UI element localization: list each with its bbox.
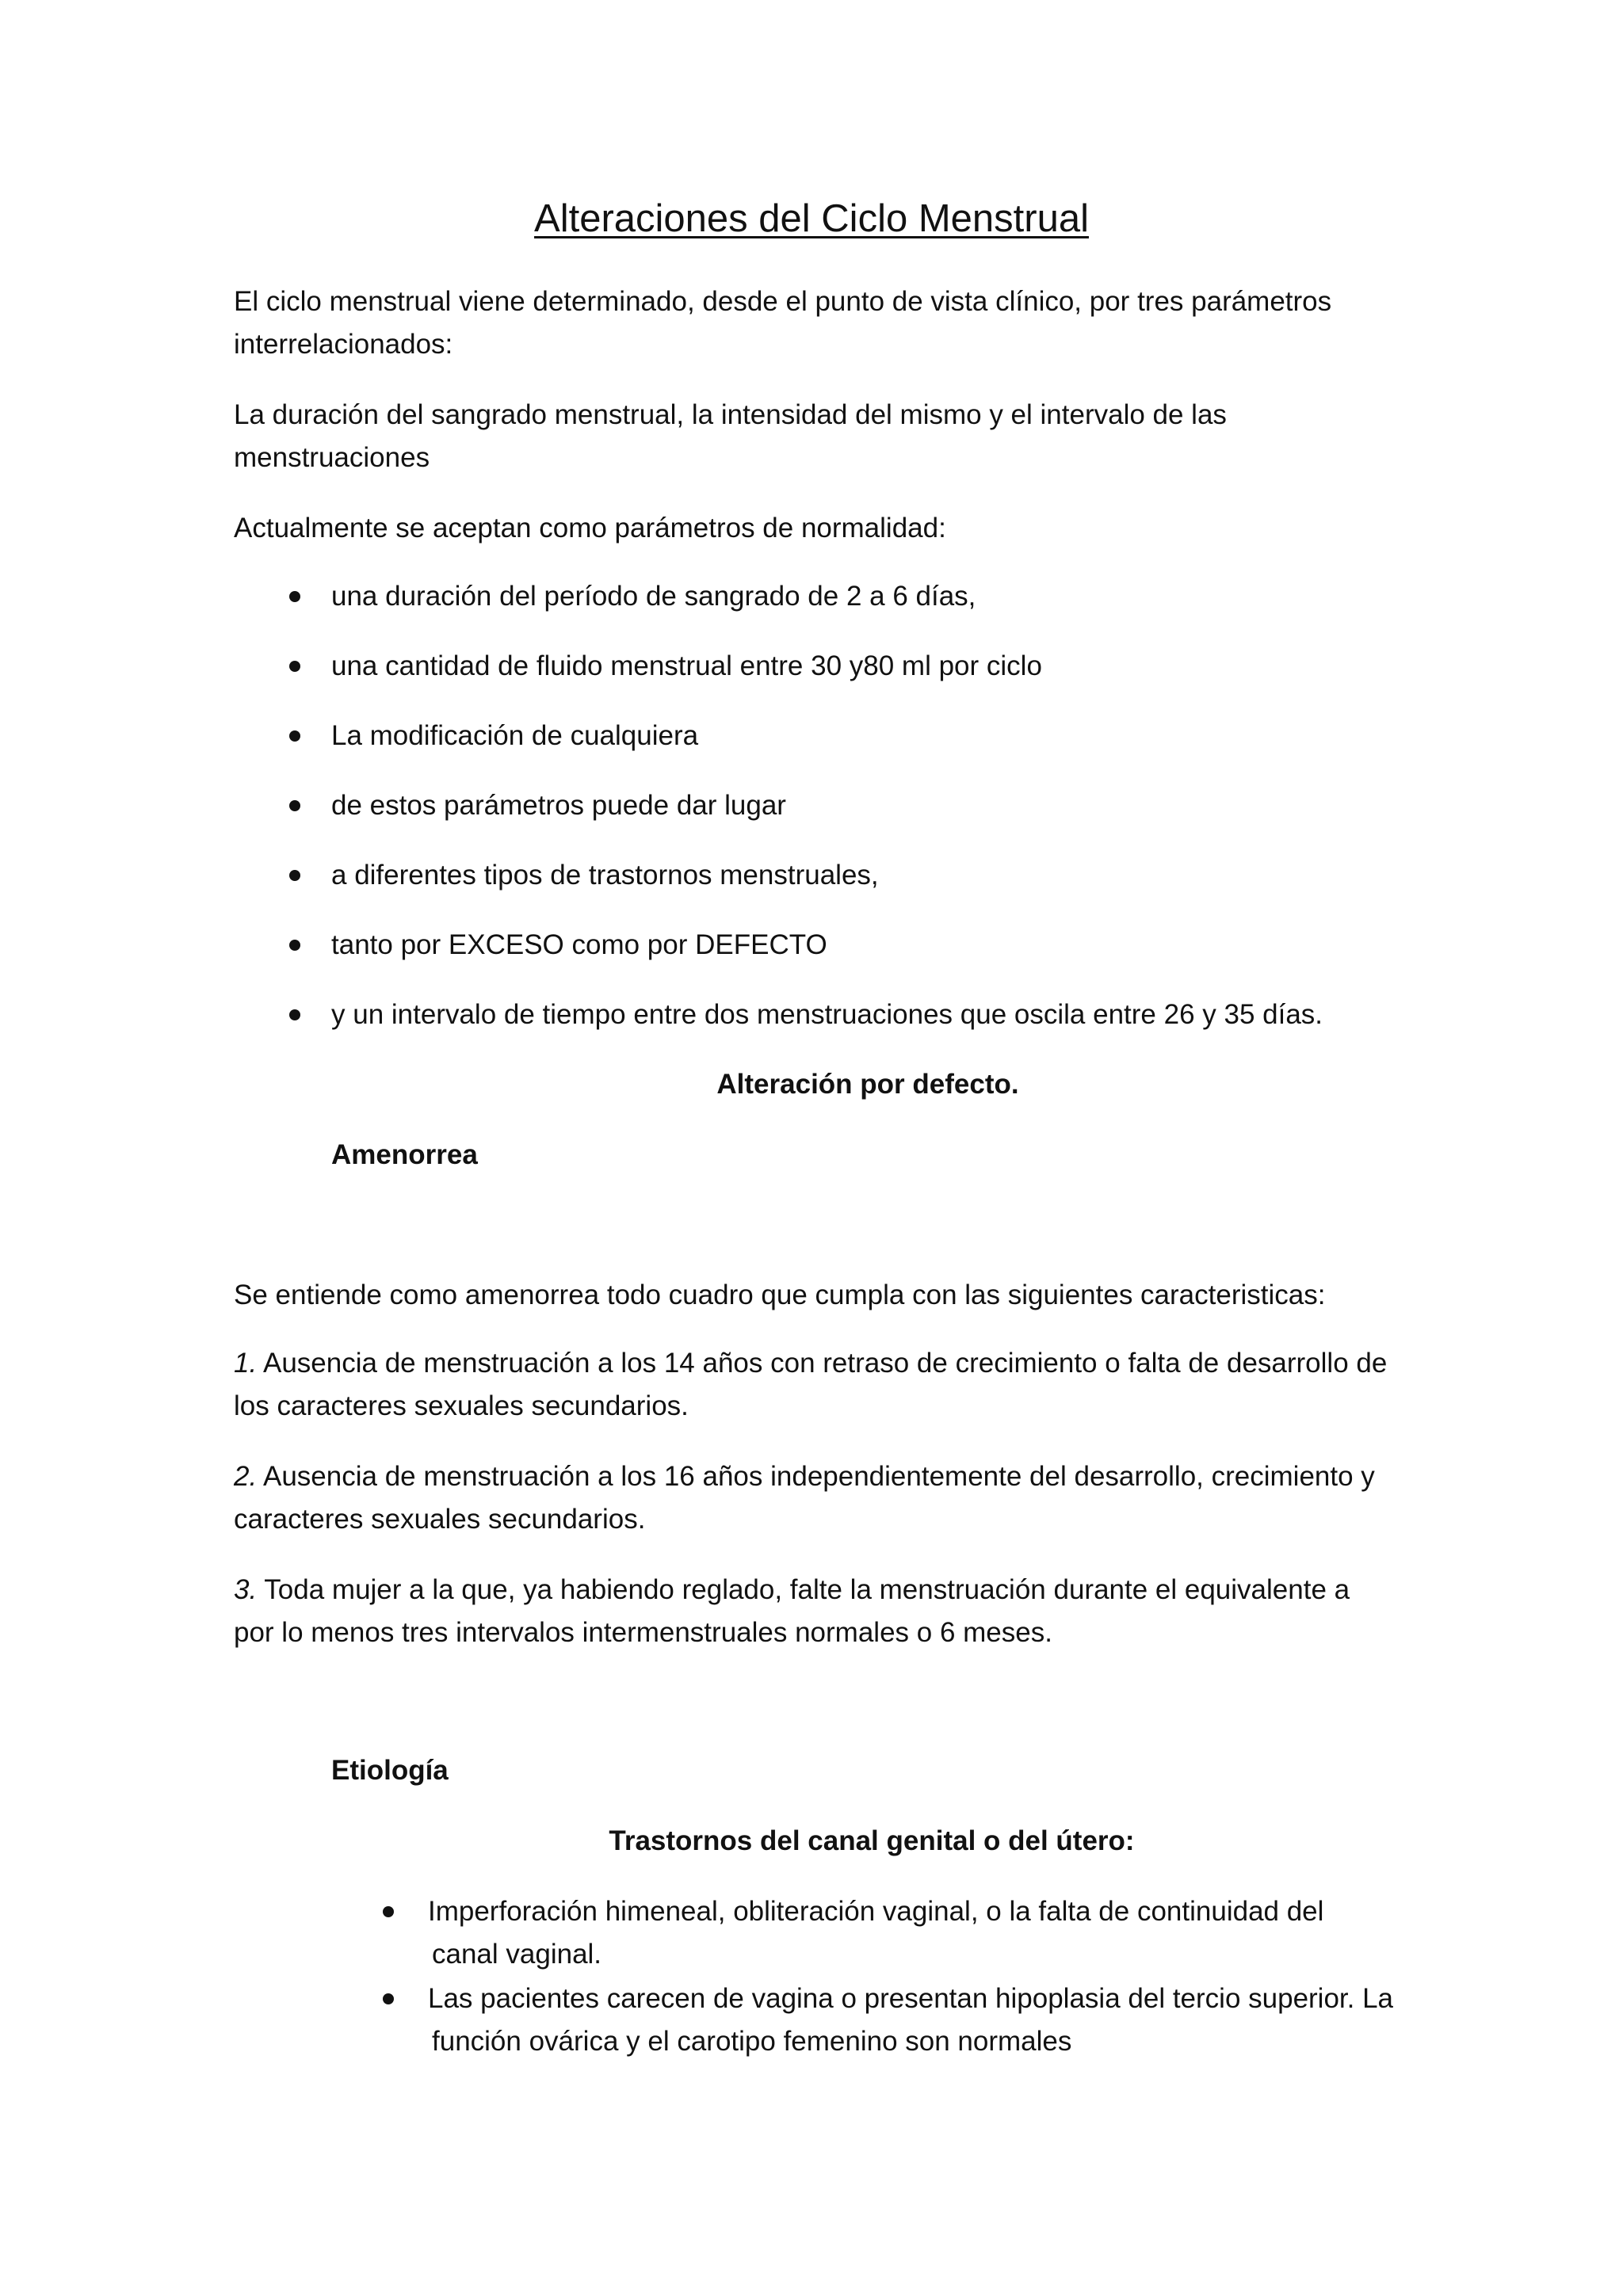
list-item: La modificación de cualquiera — [331, 720, 699, 751]
criterion-text: Ausencia de menstruación a los 14 años con retraso de crecimiento o falta de desarrollo de — [257, 1348, 1388, 1379]
criterion-2-line-1 — [234, 1455, 1375, 1498]
criterion-number: 1. — [234, 1348, 258, 1379]
criterion-3-line-1 — [234, 1569, 1350, 1611]
list-item: a diferentes tipos de trastornos menstruales, — [331, 860, 879, 891]
criterion-number: 3. — [234, 1574, 258, 1605]
intro-paragraph-1-line-2: interrelacionados: — [234, 329, 453, 360]
list-item: una cantidad de fluido menstrual entre 30 y80 ml por ciclo — [331, 650, 1042, 681]
bullet-icon — [289, 1009, 300, 1020]
bullet-icon — [289, 730, 300, 742]
criterion-text: Ausencia de menstruación a los 16 años independientemente del desarrollo, crecimiento y — [257, 1461, 1375, 1492]
bullet-icon — [383, 1993, 394, 2004]
list-item-line-1: Las pacientes carecen de vagina o presentan hipoplasia del tercio superior. La — [428, 1983, 1394, 2014]
list-item: y un intervalo de tiempo entre dos menstruaciones que oscila entre 26 y 35 días. — [331, 999, 1323, 1030]
bullet-icon — [383, 1906, 394, 1917]
bullet-icon — [289, 870, 300, 881]
intro-paragraph-3: Actualmente se aceptan como parámetros de normalidad: — [234, 513, 946, 543]
bullet-icon — [289, 661, 300, 672]
list-item-line-1: Imperforación himeneal, obliteración vaginal, o la falta de continuidad del — [428, 1896, 1324, 1927]
criterion-2-line-2: caracteres sexuales secundarios. — [234, 1504, 646, 1535]
intro-paragraph-1-line-1: El ciclo menstrual viene determinado, desde el punto de vista clínico, por tres parámetros — [234, 286, 1332, 317]
heading-amenorrea: Amenorrea — [331, 1139, 478, 1170]
list-item-line-2: función ovárica y el carotipo femenino son normales — [432, 2026, 1072, 2057]
criterion-number: 2. — [234, 1461, 258, 1492]
criterion-text: Toda mujer a la que, ya habiendo reglado, falte la menstruación durante el equivalente a — [257, 1574, 1350, 1605]
bullet-icon — [289, 591, 300, 602]
bullet-icon — [289, 800, 300, 811]
list-item-line-2: canal vaginal. — [432, 1939, 602, 1970]
page-title: Alteraciones del Ciclo Menstrual — [534, 197, 1089, 240]
criterion-1-line-2: los caracteres sexuales secundarios. — [234, 1390, 689, 1421]
list-item: una duración del período de sangrado de 2 a 6 días, — [331, 581, 976, 612]
list-item: de estos parámetros puede dar lugar — [331, 790, 786, 821]
criterion-3-line-2: por lo menos tres intervalos intermenstruales normales o 6 meses. — [234, 1617, 1052, 1648]
bullet-icon — [289, 940, 300, 951]
list-item: tanto por EXCESO como por DEFECTO — [331, 929, 827, 960]
criterion-1-line-1 — [234, 1342, 1387, 1385]
heading-alteracion-por-defecto: Alteración por defecto. — [716, 1069, 1019, 1100]
amenorrea-intro: Se entiende como amenorrea todo cuadro que cumpla con las siguientes caracteristicas: — [234, 1280, 1326, 1310]
heading-etiologia: Etiología — [331, 1755, 449, 1786]
heading-trastornos-canal-genital: Trastornos del canal genital o del útero: — [609, 1825, 1135, 1856]
intro-paragraph-2-line-2: menstruaciones — [234, 442, 430, 473]
intro-paragraph-2-line-1: La duración del sangrado menstrual, la intensidad del mismo y el intervalo de las — [234, 399, 1227, 430]
